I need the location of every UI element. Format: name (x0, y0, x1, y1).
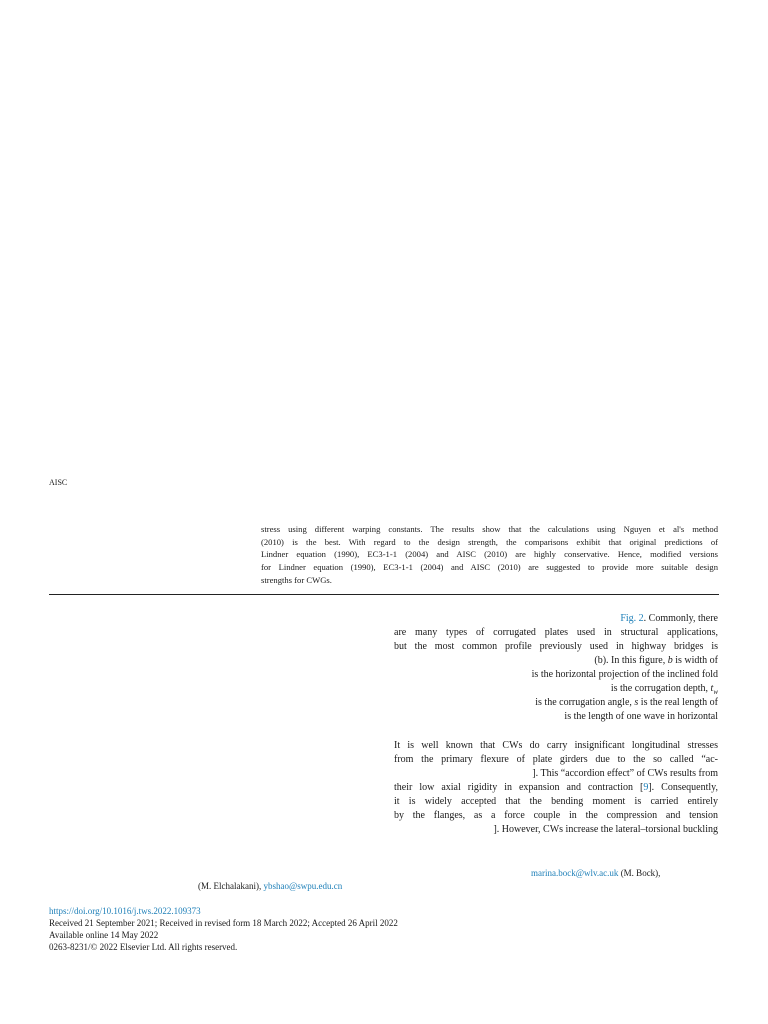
doi-link[interactable]: https://doi.org/10.1016/j.tws.2022.109373 (49, 906, 201, 916)
body-text: is width of (672, 655, 718, 666)
body-text: ]. Consequently, (648, 782, 718, 793)
body-p2-line5: it is widely accepted that the bending moment is carried entirely (394, 796, 718, 807)
email-bock (531, 868, 660, 878)
body-p2-line7: ]. However, CWs increase the lateral–torsional buckling (493, 824, 718, 835)
email-elch-name: (M. Elchalakani), (198, 881, 264, 891)
received-dates: Received 21 September 2021; Received in revised form 18 March 2022; Accepted 26 April 2022 (49, 918, 398, 928)
body-p1-line8: is the length of one wave in horizontal (564, 711, 718, 722)
abstract-line: for Lindner equation (1990), EC3-1-1 (2004) and AISC (2010) are suggested to provide more suitable design (261, 562, 718, 573)
body-p2-line6: by the flanges, as a force couple in the compression and tension (394, 810, 718, 821)
aisc-label: AISC (49, 478, 68, 487)
subscript-w: w (713, 688, 718, 696)
section-divider (49, 594, 719, 595)
abstract-text (261, 523, 718, 587)
email-bock-link[interactable]: marina.bock@wlv.ac.uk (531, 868, 619, 878)
variable-b: b (667, 655, 673, 666)
body-p2-line3: ]. This “accordion effect” of CWs results from (532, 768, 718, 779)
body-p2-line4 (394, 781, 718, 795)
abstract-line: strengths for CWGs. (261, 574, 332, 585)
body-text: their low axial rigidity in expansion and contraction [ (394, 782, 644, 793)
fig-2-link[interactable]: Fig. 2 (620, 613, 644, 624)
email-elchalakani-shao (198, 881, 342, 891)
body-p1-line5: is the horizontal projection of the inclined fold (531, 669, 718, 680)
body-text: (b). In this figure, (594, 655, 668, 666)
body-p1-line2: are many types of corrugated plates used in structural applications, (394, 627, 718, 638)
abstract-line: stress using different warping constants. The results show that the calculations using Nguyen et al's method (261, 524, 718, 534)
body-p1-line1 (620, 612, 718, 626)
body-text: is the corrugation depth, (610, 683, 711, 694)
body-p1-line7 (535, 696, 718, 710)
copyright: 0263-8231/© 2022 Elsevier Ltd. All rights reserved. (49, 942, 238, 952)
variable-t: t (710, 683, 714, 694)
abstract-line: Lindner equation (1990), EC3-1-1 (2004) and AISC (2010) are highly conservative. Hence, modified versions (261, 549, 718, 560)
body-text: . Commonly, there (643, 613, 718, 624)
email-shao-link[interactable]: ybshao@swpu.edu.cn (263, 881, 343, 891)
body-p2-line1: It is well known that CWs do carry insignificant longitudinal stresses (394, 740, 718, 751)
body-text: is the real length of (638, 697, 718, 708)
available-online: Available online 14 May 2022 (49, 930, 159, 940)
ref-9-link[interactable]: 9 (643, 782, 649, 793)
email-bock-name: (M. Bock), (618, 868, 661, 878)
body-p1-line4 (594, 654, 718, 668)
body-text: is the corrugation angle, (535, 697, 635, 708)
body-p2-line2: from the primary flexure of plate girders due to the so called “ac- (394, 754, 718, 765)
abstract-line: (2010) is the best. With regard to the design strength, the comparisons exhibit that original predictions of (261, 536, 718, 547)
variable-s: s (634, 697, 639, 708)
body-p1-line3: but the most common profile previously used in highway bridges is (394, 641, 718, 652)
